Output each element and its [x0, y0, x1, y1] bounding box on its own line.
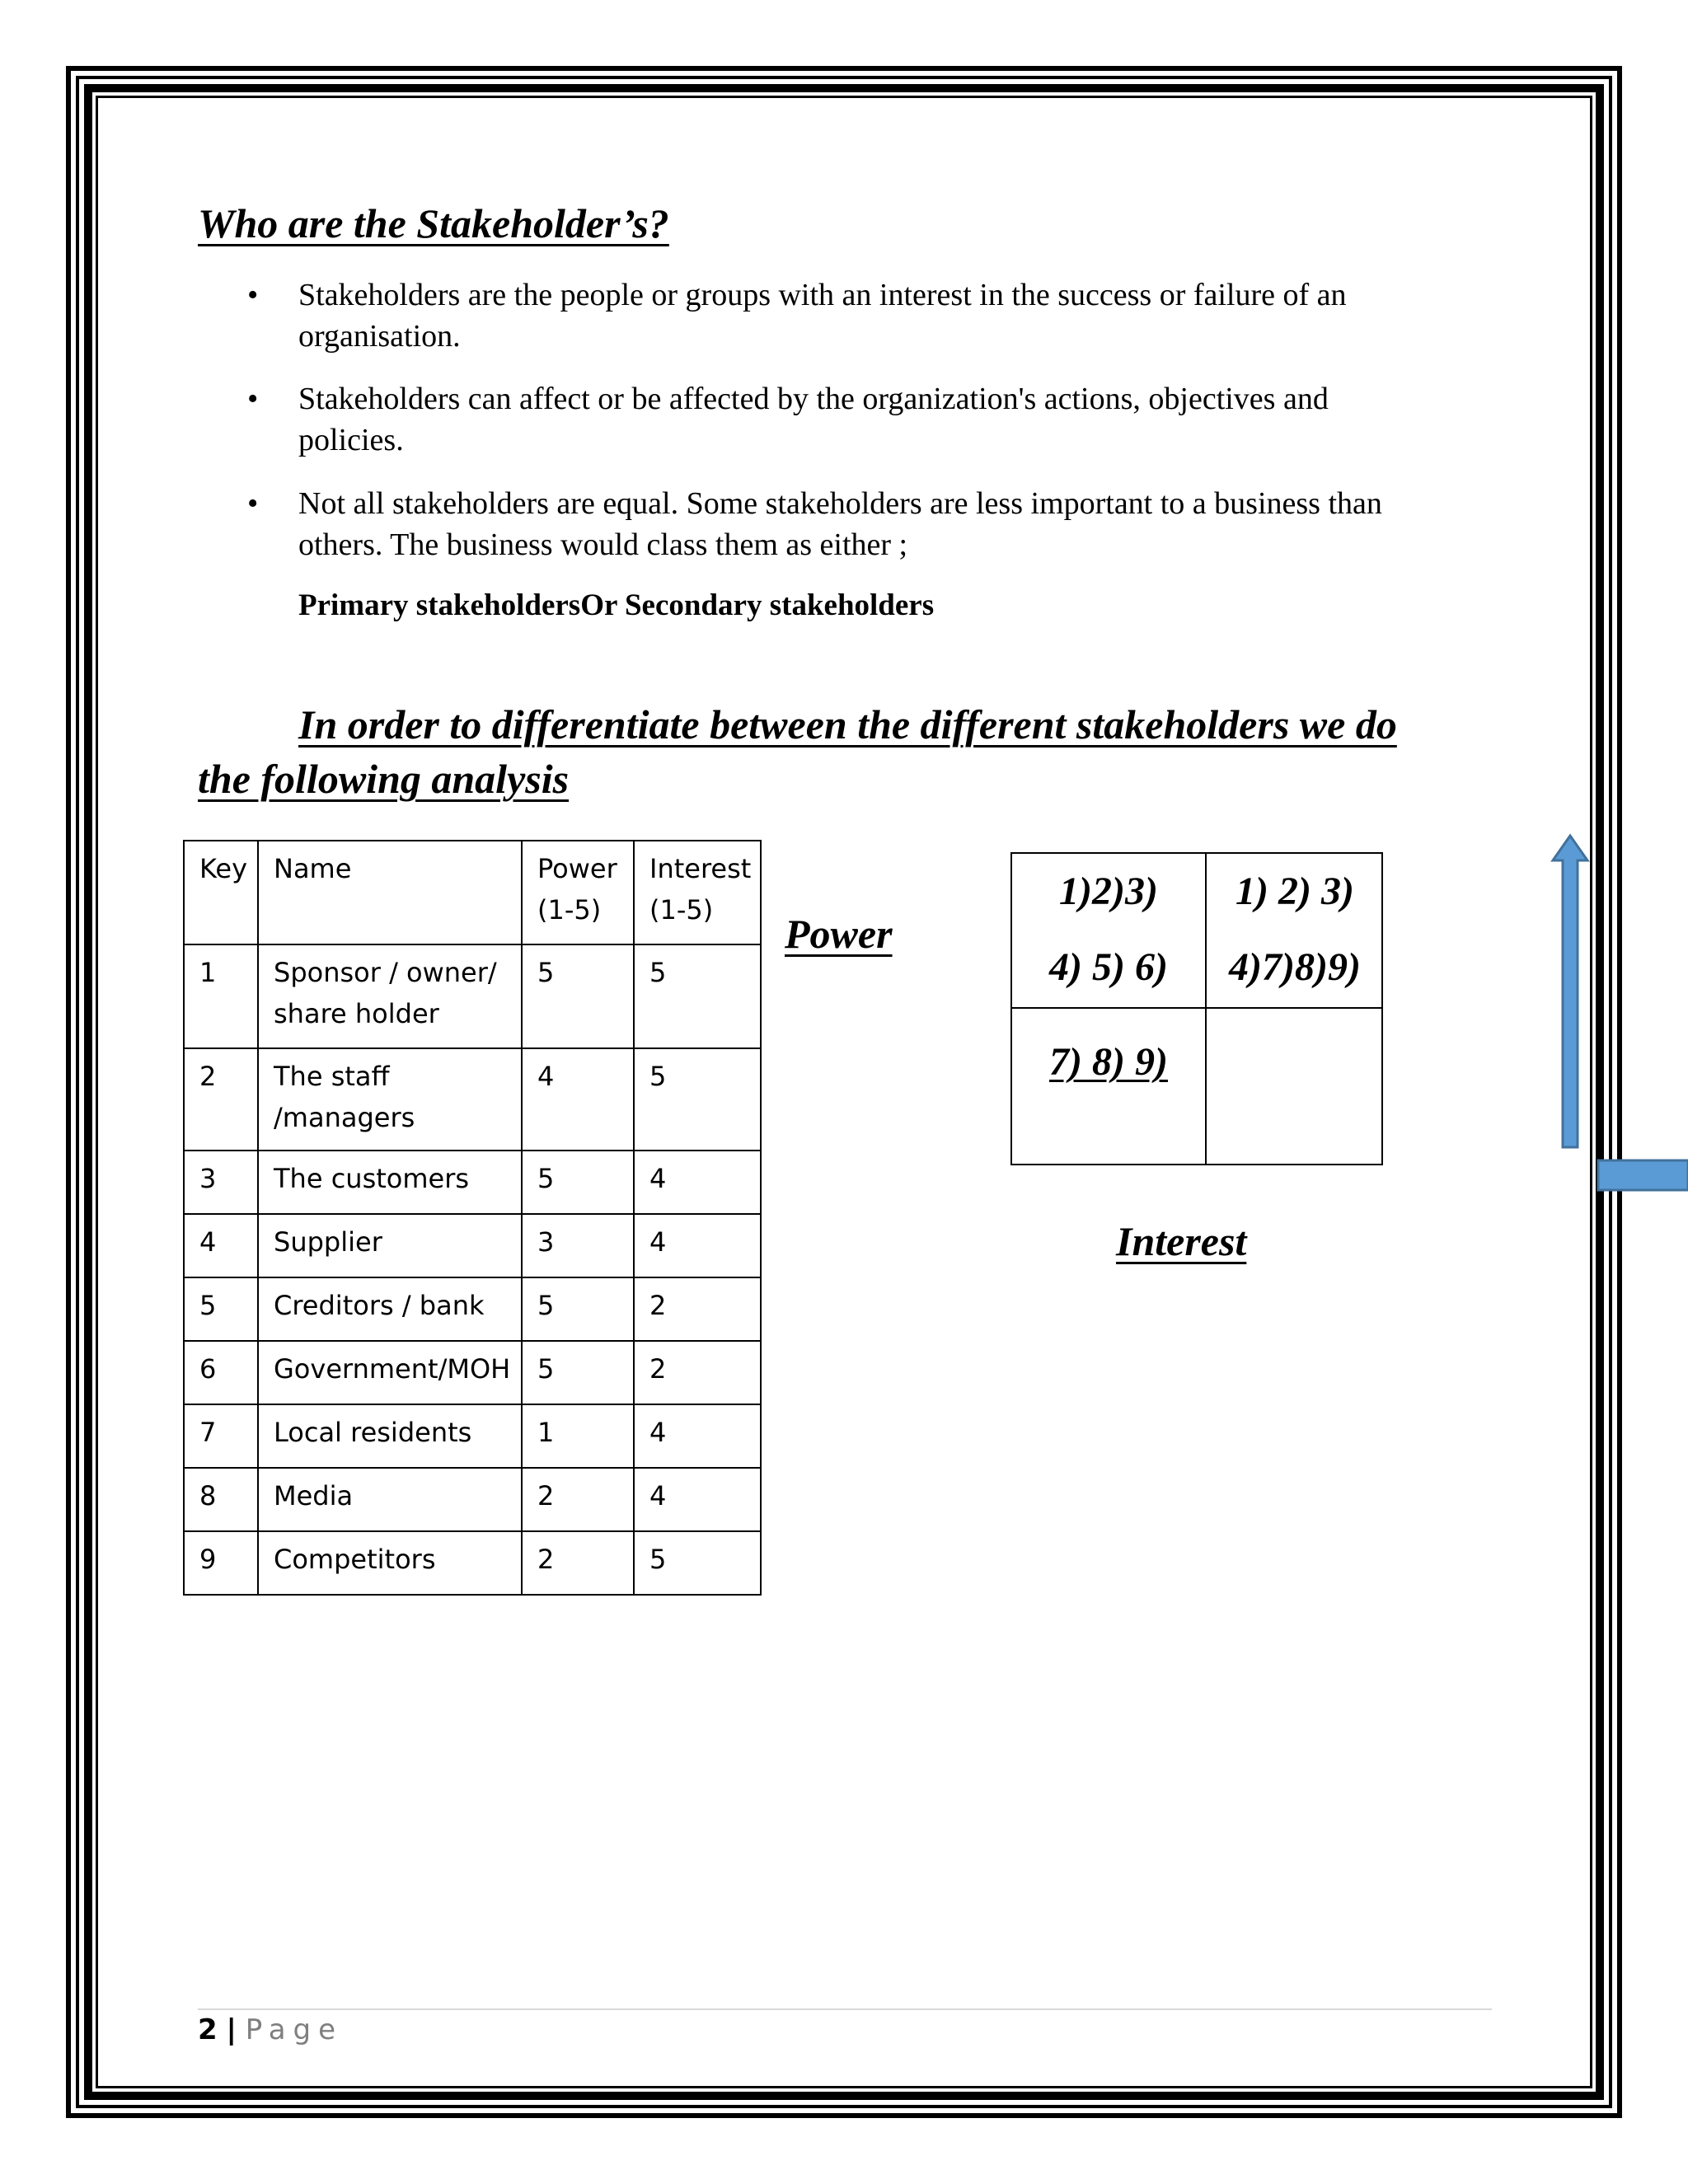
bullet-text-line2: others. The business would class them as either ; — [298, 527, 908, 562]
cell-name: The customers — [258, 1151, 522, 1214]
cell-key: 3 — [184, 1151, 258, 1214]
analysis-heading-line1: In order to differentiate between the different stakeholders we do — [298, 701, 1397, 748]
table-row — [184, 1341, 761, 1404]
cell-power: 2 — [522, 1468, 634, 1531]
cell-power: 2 — [522, 1531, 634, 1595]
cell-name: Media — [258, 1468, 522, 1531]
bullet-dot: • — [247, 486, 259, 521]
cell-name: The staff /managers — [258, 1048, 522, 1151]
matrix-cell-bottom-left: 7) 8) 9) — [1049, 1040, 1168, 1084]
cell-interest: 2 — [634, 1341, 761, 1404]
cell-interest: 2 — [634, 1277, 761, 1341]
cell-key: 8 — [184, 1468, 258, 1531]
cell-key: 2 — [184, 1048, 258, 1151]
cell-power: 5 — [522, 1277, 634, 1341]
bullet-text-line1: Stakeholders are the people or groups with an interest in the success or failure of an — [298, 278, 1347, 312]
cell-name: Competitors — [258, 1531, 522, 1595]
page-footer — [198, 2013, 343, 2046]
table-header-row — [184, 841, 761, 944]
table-row — [184, 1468, 761, 1531]
cell-name: Sponsor / owner/ share holder — [258, 944, 522, 1048]
cell-power: 4 — [522, 1048, 634, 1151]
cell-interest: 4 — [634, 1468, 761, 1531]
header-key: Key — [184, 841, 258, 944]
cell-name: Creditors / bank — [258, 1277, 522, 1341]
header-name: Name — [258, 841, 522, 944]
cell-key: 7 — [184, 1404, 258, 1468]
cell-name: Local residents — [258, 1404, 522, 1468]
bullet-text-line2: organisation. — [298, 319, 461, 354]
cell-key: 9 — [184, 1531, 258, 1595]
cell-name: Government/MOH — [258, 1341, 522, 1404]
cell-key: 5 — [184, 1277, 258, 1341]
power-arrow-up — [1553, 836, 1587, 1147]
cell-power: 5 — [522, 944, 634, 1048]
cell-key: 4 — [184, 1214, 258, 1277]
interest-axis-label: Interest — [1116, 1218, 1247, 1264]
bullet-text-line2: policies. — [298, 423, 404, 457]
bullet-text-line1: Not all stakeholders are equal. Some stakeholders are less important to a business than — [298, 486, 1382, 521]
table-row — [184, 1531, 761, 1595]
bullet-dot: • — [247, 278, 259, 312]
cell-interest: 5 — [634, 1531, 761, 1595]
header-interest: Interest (1-5) — [634, 841, 761, 944]
table-row — [184, 1151, 761, 1214]
table-row — [184, 944, 761, 1048]
axis-arrows — [1546, 832, 1688, 1203]
table-row — [184, 1214, 761, 1277]
header-power: Power (1-5) — [522, 841, 634, 944]
analysis-heading-line2: the following analysis — [198, 756, 570, 802]
cell-interest: 4 — [634, 1404, 761, 1468]
page-label: Page — [245, 2013, 344, 2046]
footer-rule — [198, 2008, 1492, 2010]
cell-power: 5 — [522, 1151, 634, 1214]
power-interest-matrix — [1010, 852, 1383, 1165]
interest-arrow-right — [1598, 1160, 1688, 1190]
cell-interest: 5 — [634, 944, 761, 1048]
table-row — [184, 1048, 761, 1151]
stakeholder-types: Primary stakeholdersOr Secondary stakeholders — [298, 588, 935, 622]
page-heading: Who are the Stakeholder’s? — [198, 200, 669, 246]
cell-power: 3 — [522, 1214, 634, 1277]
cell-power: 1 — [522, 1404, 634, 1468]
cell-name: Supplier — [258, 1214, 522, 1277]
matrix-cell-top-right: 1) 2) 3) 4)7)8)9) — [1229, 869, 1361, 989]
table-row — [184, 1277, 761, 1341]
cell-power: 5 — [522, 1341, 634, 1404]
power-axis-label: Power — [785, 911, 893, 957]
table-row — [184, 1404, 761, 1468]
cell-key: 6 — [184, 1341, 258, 1404]
cell-key: 1 — [184, 944, 258, 1048]
bullet-text-line1: Stakeholders can affect or be affected by the organization's actions, objectives and — [298, 382, 1329, 416]
matrix-cell-top-left: 1)2)3) 4) 5) 6) — [1049, 869, 1168, 989]
cell-interest: 4 — [634, 1214, 761, 1277]
stakeholder-table — [183, 840, 762, 1596]
bullet-dot: • — [247, 382, 259, 416]
page-number: 2 — [198, 2013, 218, 2046]
cell-interest: 5 — [634, 1048, 761, 1151]
cell-interest: 4 — [634, 1151, 761, 1214]
footer-separator: | — [226, 2013, 237, 2046]
